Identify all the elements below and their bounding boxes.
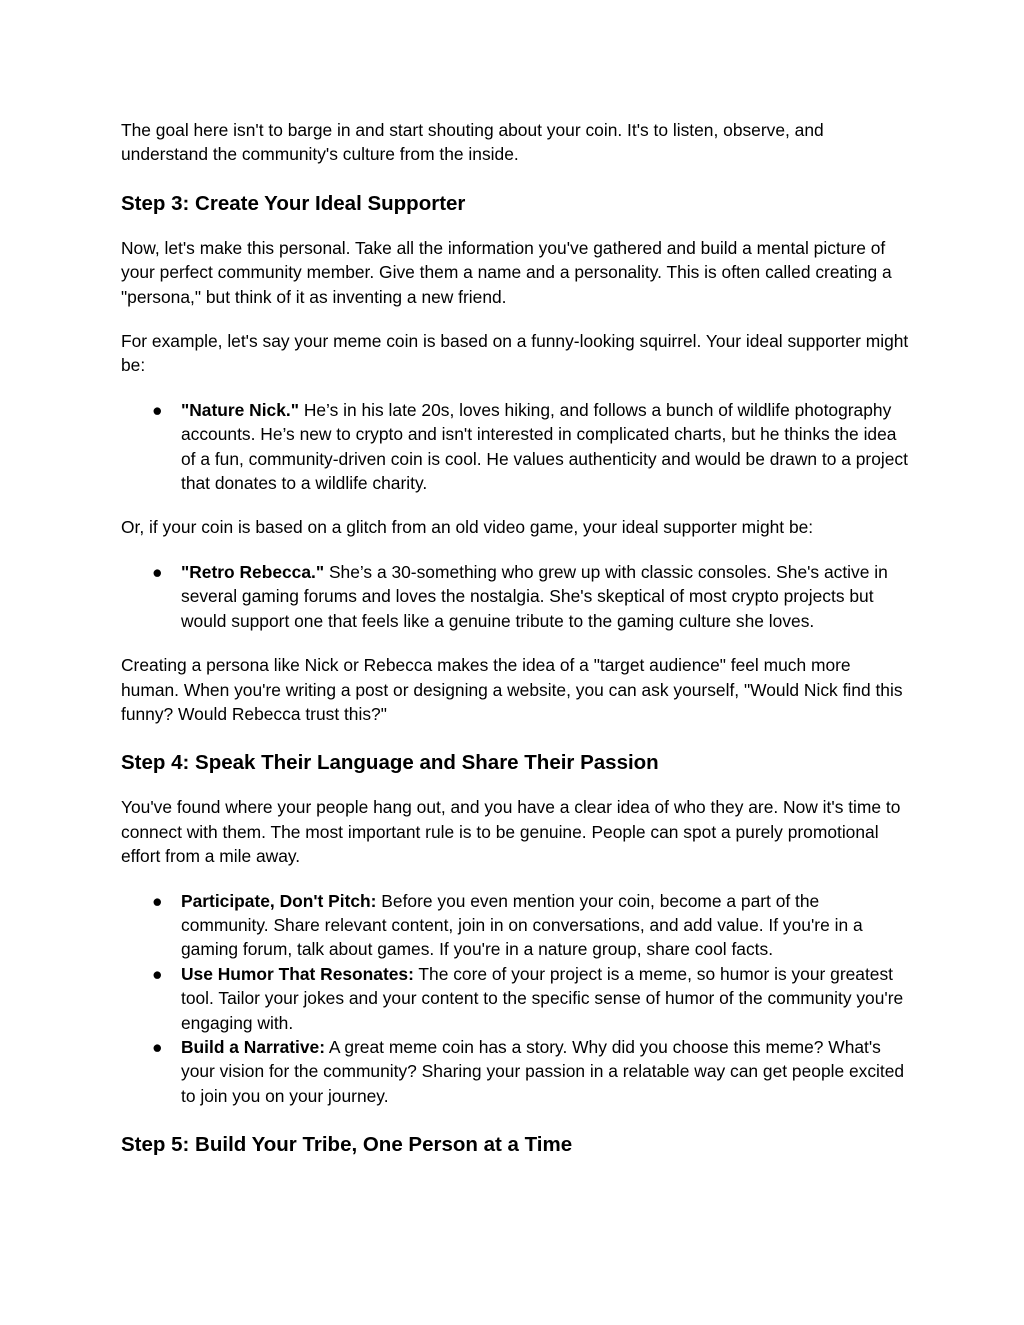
step3-paragraph-1: Now, let's make this personal. Take all the information you've gathered and build a mental picture of your perfect community member. Give them a name and a personality. This is often called creating a "persona," but think of it as inventing a new friend. xyxy=(121,237,892,307)
step3-heading: Step 3: Create Your Ideal Supporter xyxy=(121,191,466,215)
list-item xyxy=(121,889,911,962)
bullet-icon: ● xyxy=(152,399,163,420)
step3-paragraph-3: Or, if your coin is based on a glitch from an old video game, your ideal supporter might be: xyxy=(121,517,814,538)
persona-name: "Retro Rebecca." xyxy=(181,561,325,582)
intro-paragraph: The goal here isn't to barge in and start shouting about your coin. It's to listen, observe, and understand the community's culture from the inside. xyxy=(121,120,824,165)
list-item xyxy=(121,398,911,496)
persona-description: She’s a 30-something who grew up with classic consoles. She's active in several gaming forums and loves the nostalgia. She's skeptical of most crypto projects but would support one that feels like a genuine tribute to the gaming culture she loves. xyxy=(181,561,888,631)
step3-paragraph-2: For example, let's say your meme coin is based on a funny-looking squirrel. Your ideal supporter might be: xyxy=(121,331,909,376)
list-item xyxy=(121,962,911,1035)
step4-heading: Step 4: Speak Their Language and Share Their Passion xyxy=(121,751,659,775)
list-item xyxy=(121,1035,911,1108)
persona-list-1 xyxy=(121,398,911,496)
list-item xyxy=(121,560,911,633)
persona-name: "Nature Nick." xyxy=(181,399,299,420)
step4-bullet-list xyxy=(121,889,911,1109)
bullet-text: A great meme coin has a story. Why did you choose this meme? What's your vision for the community? Sharing your passion in a relatable way can get people excited to join you on your journey. xyxy=(181,1036,905,1106)
bullet-text: The core of your project is a meme, so humor is your greatest tool. Tailor your jokes and your content to the specific sense of humor of the community you're engaging with. xyxy=(181,963,904,1033)
bullet-icon: ● xyxy=(152,963,163,984)
bullet-icon: ● xyxy=(152,890,163,911)
bullet-text: Before you even mention your coin, become a part of the community. Share relevant content, join in on conversations, and add value. If you're in a gaming forum, talk about games. If you're in a nature group, share cool facts. xyxy=(181,890,863,960)
step5-heading: Step 5: Build Your Tribe, One Person at a Time xyxy=(121,1133,573,1157)
persona-list-2 xyxy=(121,560,911,633)
bullet-icon: ● xyxy=(152,561,163,582)
step4-paragraph-1: You've found where your people hang out, and you have a clear idea of who they are. Now it's time to connect with them. The most important rule is to be genuine. People can spot a purely promotional effort from a mile away. xyxy=(121,797,901,867)
document-page xyxy=(121,118,911,1158)
persona-description: He’s in his late 20s, loves hiking, and follows a bunch of wildlife photography accounts. He’s new to crypto and isn't interested in complicated charts, but he thinks the idea of a fun, community-driven coin is cool. He values authenticity and would be drawn to a project that donates to a wildlife charity. xyxy=(181,399,908,494)
bullet-title: Use Humor That Resonates: xyxy=(181,963,414,984)
bullet-icon: ● xyxy=(152,1036,163,1057)
bullet-title: Build a Narrative: xyxy=(181,1036,325,1057)
step3-paragraph-4: Creating a persona like Nick or Rebecca makes the idea of a "target audience" feel much more human. When you're writing a post or designing a website, you can ask yourself, "Would Nick find this funny? Would Rebecca trust this?" xyxy=(121,655,903,724)
bullet-title: Participate, Don't Pitch: xyxy=(181,890,377,911)
